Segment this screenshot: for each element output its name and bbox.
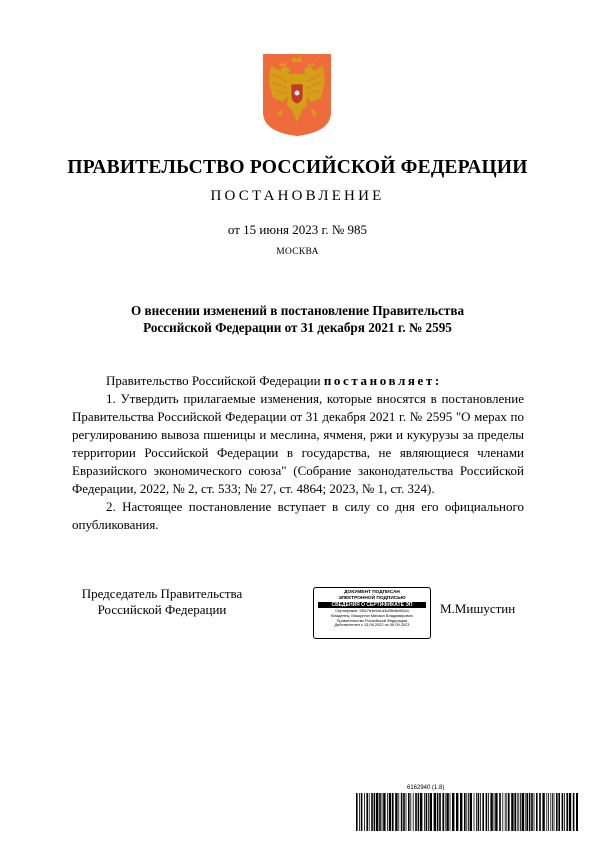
stamp-header: СВЕДЕНИЯ О СЕРТИФИКАТЕ ЭП — [318, 602, 426, 608]
position-line-1: Председатель Правительства — [81, 586, 243, 601]
paragraph-2: 2. Настоящее постановление вступает в силу со дня его официального опубликования. — [72, 499, 524, 532]
paragraph-1: 1. Утвердить прилагаемые изменения, которые вносятся в постановление Правительства Российской Федерации от 31 декабря 2021 г. № 2595 "О мерах по регулированию вывоза пшеницы и меслина, ячменя, ржи и кукурузы за пределы территории Российской Федерации в государства, не являющиеся членами Евразийского экономического союза" (Собрание законодательства Российской Федерации, 2022, № 2, ст. 533; № 27, ст. 4864; 2023, № 1, ст. 324). — [72, 391, 524, 496]
preamble-lead: Правительство Российской Федерации — [106, 373, 321, 388]
stamp-line-2: ЭЛЕКТРОННОЙ ПОДПИСЬЮ — [338, 595, 406, 601]
preamble-colon: : — [434, 373, 442, 388]
stamp-line-6: Действителен с 13.06.2022 по 06.09.2023 — [334, 622, 410, 628]
stamp-line-3: Сертификат: 2f0c7b4e9a1d3c58b6e0f2a4 — [335, 608, 409, 613]
document-kind: ПОСТАНОВЛЕНИЕ — [210, 188, 385, 204]
barcode-icon — [356, 793, 578, 831]
barcode-number: 6162940 (1.8) — [407, 785, 445, 791]
stamp-line-1: ДОКУМЕНТ ПОДПИСАН — [344, 590, 400, 595]
document-city: МОСКВА — [276, 247, 319, 257]
signatory-name: М.Мишустин — [440, 601, 516, 616]
electronic-signature-stamp — [313, 587, 431, 639]
coat-of-arms-icon — [261, 52, 333, 138]
document-body — [72, 372, 524, 534]
authority-title: ПРАВИТЕЛЬСТВО РОССИЙСКОЙ ФЕДЕРАЦИИ — [67, 157, 528, 178]
document-date-number: от 15 июня 2023 г. № 985 — [227, 222, 368, 237]
subject-line-2: Российской Федерации от 31 декабря 2021 г. № 2595 — [143, 320, 452, 335]
stamp-line-4: Владелец: Мишустин Михаил Владимирович — [331, 612, 413, 618]
preamble-verb: постановляет — [323, 373, 435, 388]
document-subject — [70, 302, 525, 336]
stamp-line-5: Правительство Российской Федерации — [336, 617, 408, 623]
preamble — [72, 372, 524, 390]
position-line-2: Российской Федерации — [97, 602, 227, 617]
subject-line-1: О внесении изменений в постановление Правительства — [130, 303, 465, 318]
signatory-position — [72, 586, 252, 618]
